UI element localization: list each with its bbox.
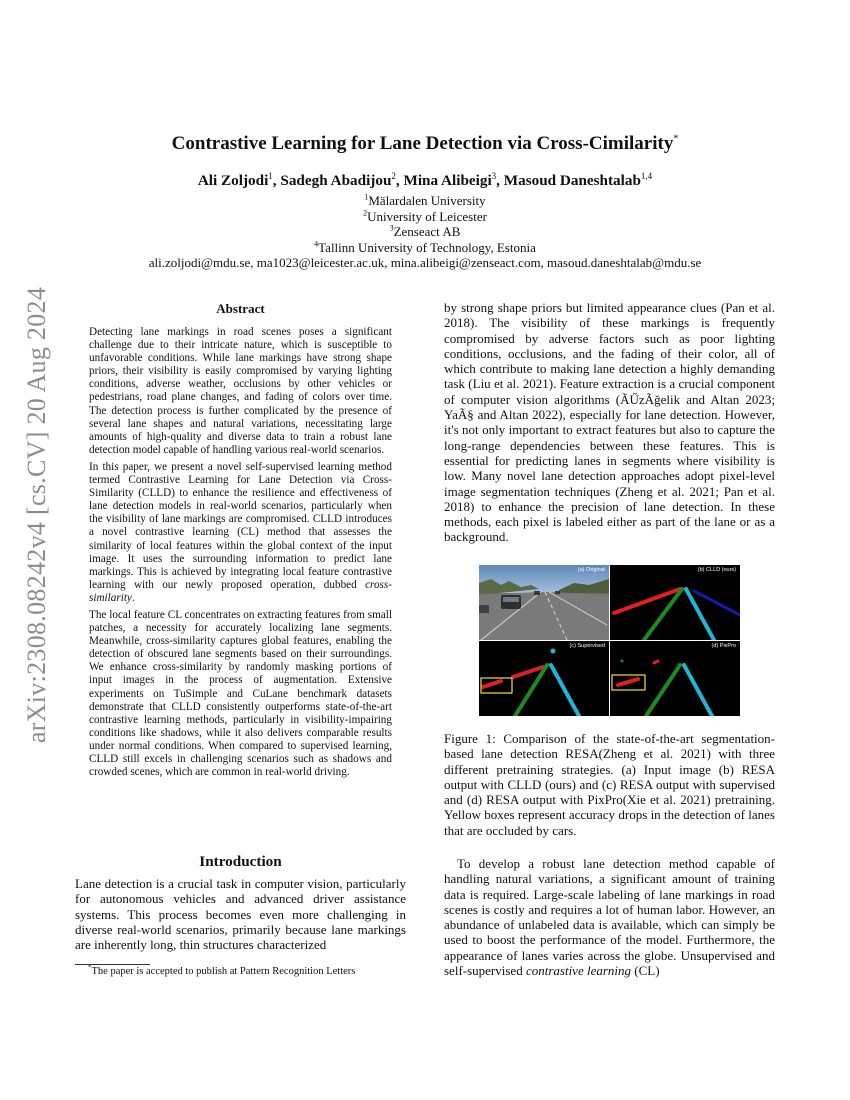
arxiv-identifier: arXiv:2308.08242v4 [cs.CV] 20 Aug 2024 <box>22 286 51 744</box>
body-paragraph: by strong shape priors but limited appearance clues (Pan et al. 2018). The visibility of these markings is frequently compromised by adverse factors such as poor lighting conditions, occlusions, and the fading of their color, all of which contribute to making lane detection a highly demanding task (Liu et al. 2021). Feature extraction is a crucial component of computer vision algorithms (ÃŰzÃğelik and Altan 2023; YaÃ§ and Altan 2022), especially for lane detection. However, it's not only important to extract features but also to capture the long-range dependencies between these features. This is essential for predicting lanes in segments where visibility is low. Many novel lane detection approaches adopt pixel-level image segmentation techniques (Zheng et al. 2021; Pan et al. 2018) to enhance the precision of lane detection. In these methods, each pixel is labeled either as part of the lane or as a background. <box>444 300 775 545</box>
figure-caption <box>444 731 775 838</box>
paper-title <box>0 132 850 156</box>
figure-panel-supervised <box>479 641 609 716</box>
author: Mina Alibeigi$^3$, <box>403 170 504 189</box>
affiliation: $^1$Mälardalen University <box>364 192 486 208</box>
panel-label: (a) Original <box>577 567 605 573</box>
pixpro-segmentation <box>610 641 740 716</box>
clld-segmentation <box>610 565 740 640</box>
title-footnote-mark: * <box>673 133 679 145</box>
affiliation: $^2$University of Leicester <box>363 208 487 224</box>
figure-1 <box>479 565 740 716</box>
road-photo <box>479 565 609 640</box>
abstract-paragraph: The local feature CL concentrates on extracting features from small patches, a necessity for accurately localizing lane segments. Meanwhile, cross-similarity captures global features, enabling the detection of obscured lane segments based on their surroundings. We enhance cross-similarity by randomly masking portions of input images in the process of augmentation. Extensive experiments on TuSimple and CuLane benchmark datasets demonstrate that CLLD consistently outperforms state-of-the-art contrastive learning methods, particularly in visibility-impairing conditions like shadows, while it also delivers comparable results under normal conditions. When compared to supervised learning, CLLD still excels in challenging scenarios such as shadows and crowded scenes, which are common in real-world driving. <box>89 608 392 779</box>
author: Ali Zoljodi$^1$, <box>197 170 281 189</box>
affiliation: $^4$Tallinn University of Technology, Estonia <box>314 239 536 255</box>
author: Sadegh Abadijou$^2$, <box>280 170 404 189</box>
figure-panel-original <box>479 565 609 640</box>
panel-label: (c) Supervised <box>569 643 605 649</box>
abstract-body <box>89 326 392 783</box>
footnote-text: The paper is accepted to publish at Pattern Recognition Letters <box>91 966 356 977</box>
introduction-left-text <box>75 876 406 952</box>
section-heading-introduction: Introduction <box>199 853 282 870</box>
abstract-paragraph: In this paper, we present a novel self-supervised learning method termed Contrastive Learning for Lane Detection via Cross-Similarity (CLLD) to enhance the resilience and effectiveness of lane detection models in real-world scenarios, particularly when the visibility of lane markings are compromised. CLLD introduces a novel contrastive learning (CL) method that assesses the similarity of local features within the global context of the input image. It uses the surrounding information to predict lane markings. This is achieved by integrating local feature contrastive learning with our newly proposed operation, dubbed cross-similarity. <box>89 460 392 604</box>
introduction-right-text <box>444 300 775 545</box>
author: Masoud Daneshtalab$^{1,4}$ <box>503 170 653 189</box>
figure-panel-clld <box>610 565 740 640</box>
author-list <box>0 171 850 191</box>
footnote-divider <box>75 964 150 965</box>
footnote <box>88 963 408 978</box>
abstract-paragraph: Detecting lane markings in road scenes poses a significant challenge due to their intricate nature, which is susceptible to unfavorable conditions. While lane markings have strong shape priors, their visibility is easily compromised by varying lighting conditions, adverse weather, occlusions by other vehicles or pedestrians, road plane changes, and fading of colors over time. The detection process is further complicated by the presence of several lane shapes and natural variations, necessitating large amounts of high-quality and diverse data to train a robust lane detection model capable of handling various real-world scenarios. <box>89 326 392 456</box>
author-emails: ali.zoljodi@mdu.se, ma1023@leicester.ac.uk, mina.alibeigi@zenseact.com, masoud.daneshtalab@mdu.se <box>148 255 702 271</box>
affiliation: $^3$Zenseact AB <box>389 223 461 240</box>
introduction-continued-text <box>444 856 775 978</box>
footnote-mark: * <box>88 963 92 972</box>
affiliations <box>0 193 850 271</box>
panel-label: (b) CLLD (ours) <box>697 567 736 573</box>
paper-title-text: Contrastive Learning for Lane Detection via Cross-Cimilarity <box>171 133 674 154</box>
arxiv-sidebar <box>22 283 52 748</box>
abstract-heading: Abstract <box>216 301 265 316</box>
figure-panel-pixpro <box>610 641 740 716</box>
panel-label: (d) PixPro <box>711 643 736 649</box>
caption-text: Figure 1: Comparison of the state-of-the-art segmentation-based lane detection RESA(Zheng et al. 2021) with three different pretraining strategies. (a) Input image (b) RESA output with CLLD (ours) and (c) RESA output with supervised and (d) RESA output with PixPro(Xie et al. 2021) pretraining. Yellow boxes represent accuracy drops in the detection of lanes that are occluded by cars. <box>444 731 775 838</box>
supervised-segmentation <box>479 641 609 716</box>
body-paragraph: Lane detection is a crucial task in computer vision, particularly for autonomous vehicles and advanced driver assistance systems. This process becomes even more challenging in diverse real-world scenarios, primarily because lane markings are inherently long, thin structures characterized <box>75 876 406 953</box>
body-paragraph: To develop a robust lane detection method capable of handling natural variations, a significant amount of training data is required. Large-scale labeling of lane markings in road scenes is costly and requires a lot of human labor. However, an abundance of unlabeled data is available, which can simply be used to boost the performance of the model. Furthermore, the appearance of lanes varies across the globe. Unsupervised and self-supervised contrastive learning (CL) <box>444 856 775 979</box>
